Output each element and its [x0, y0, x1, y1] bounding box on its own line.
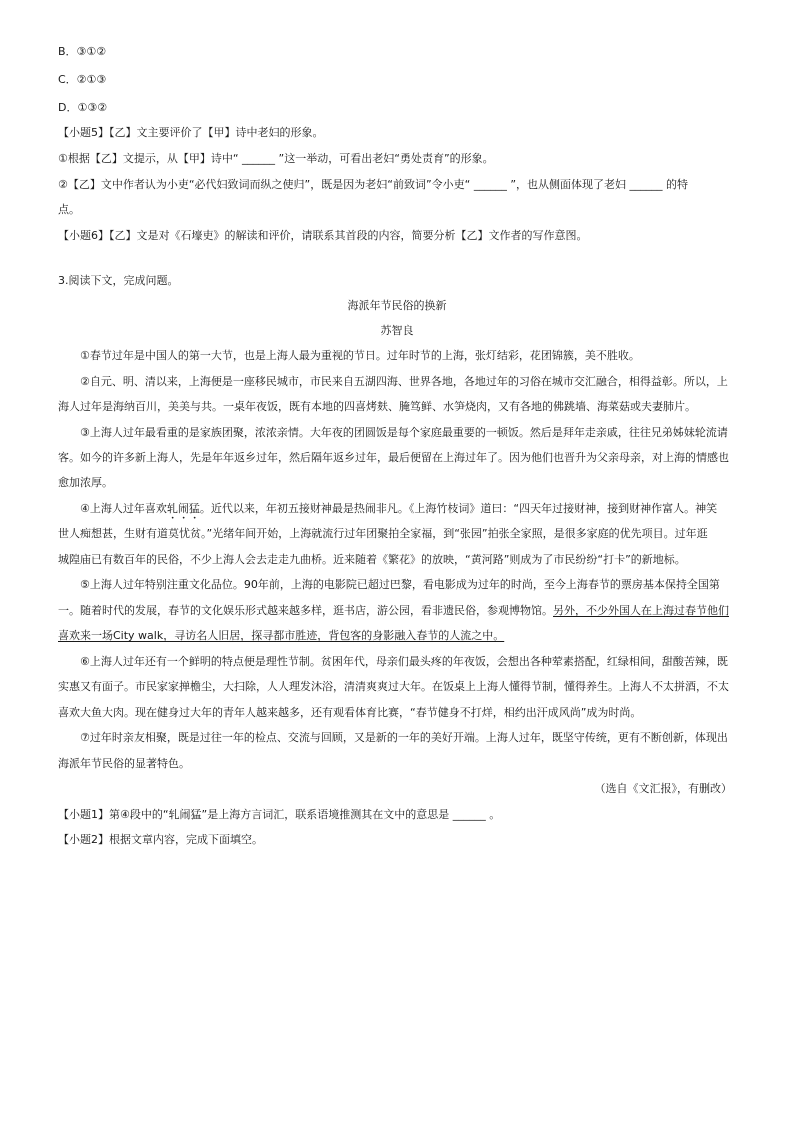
paragraph-3-line-3: 愈加浓厚。: [58, 476, 113, 489]
paragraph-3-line-2: 客。如今的许多新上海人，先是年年返乡过年，然后隔年返乡过年，最后便留在上海过年了。因为他们也晋升为父亲母亲，对上海的情感也: [58, 451, 729, 464]
paragraph-4-line-1: [80, 502, 717, 522]
sub-question-1: 【小题1】第④段中的“轧闹猛”是上海方言词汇，联系语境推测其在文中的意思是 ______ 。: [58, 808, 501, 821]
option-c: C．②①③: [58, 73, 107, 86]
paragraph-3-line-1: ③上海人过年最看重的是家族团聚，浓浓亲情。大年夜的团圆饭是每个家庭最重要的一顿饭。然后是拜年走亲戚，往往兄弟姊妹轮流请: [80, 426, 728, 439]
paragraph-7-line-2: 海派年节民俗的显著特色。: [58, 757, 190, 770]
paragraph-2-line-2: 海人过年是海纳百川，美美与共。一桌年夜饭，既有本地的四喜烤麸、腌笃鲜、水笋烧肉，又有各地的佛跳墙、海菜菇或夫妻肺片。: [58, 400, 696, 413]
question-5-item-2-line-2: 点。: [58, 203, 80, 216]
paragraph-4-text-b: 。近代以来，年初五接财神最是热闹非凡。《上海竹枝词》道曰：“四天年过接财神，接到财神作富人。神笑: [199, 502, 718, 515]
question-5-item-2-line-1: ②【乙】文中作者认为小吏“必代妇致词而纵之使归”，既是因为老妇“前致词”令小吏“ ______ ”，也从侧面体现了老妇 ______ 的特: [58, 178, 689, 191]
paragraph-2-line-1: ②自元、明、清以来，上海便是一座移民城市，市民来自五湖四海、世界各地，各地过年的习俗在城市交汇融合，相得益彰。所以，上: [80, 375, 728, 388]
paragraph-4-text-a: ④上海人过年喜欢: [80, 502, 167, 515]
question-5-item-1: ①根据【乙】文提示，从【甲】诗中“ ______ ”这一举动，可看出老妇“勇处责育”的形象。: [58, 152, 494, 165]
option-b: B．③①②: [58, 45, 107, 58]
question-5-stem: 【小题5】【乙】文主要评价了【甲】诗中老妇的形象。: [58, 126, 324, 139]
paragraph-5-line-3: [58, 629, 504, 643]
option-d: D．①③②: [58, 101, 108, 114]
article-author: 苏智良: [380, 324, 414, 337]
article-title: 海派年节民俗的换新: [347, 299, 447, 312]
section-3-intro: 3.阅读下文，完成问题。: [58, 274, 179, 287]
paragraph-5-text: 一。随着时代的发展，春节的文化娱乐形式越来越多样，逛书店，游公园，看非遗民俗，参观博物馆。: [58, 604, 553, 617]
underlined-sentence-part-2: 喜欢来一场City walk，寻访名人旧居，探寻都市胜迹，背包客的身影融入春节的人流之中。: [58, 629, 505, 642]
emphasized-term: 轧闹猛: [166, 502, 200, 515]
paragraph-6-line-1: ⑥上海人过年还有一个鲜明的特点便是理性节制。贫困年代，母亲们最头疼的年夜饭，会想出各种荤素搭配，红绿相间，甜酸苦辣，既: [80, 655, 728, 668]
paragraph-5-line-1: ⑤上海人过年特别注重文化品位。90年前，上海的电影院已超过巴黎，看电影成为过年的时尚，至今上海春节的票房基本保持全国第: [80, 578, 720, 591]
article-source: （选自《文汇报》，有删改）: [594, 782, 732, 795]
paragraph-6-line-2: 实惠又有面子。市民家家掸檐尘，大扫除，人人理发沐浴，清清爽爽过大年。在饭桌上上海人懂得节制，懂得养生。上海人不太拼酒，不太: [58, 680, 729, 693]
underlined-sentence-part-1: 另外，不少外国人在上海过春节他们: [553, 604, 729, 617]
paragraph-4-line-3: 城隍庙已有数百年的民俗，不少上海人会去走走九曲桥。近来随着《繁花》的放映，“黄河路”则成为了市民纷纷“打卡”的新地标。: [58, 553, 686, 566]
paragraph-6-line-3: 喜欢大鱼大肉。现在健身过大年的青年人越来越多，还有观看体育比赛，“春节健身不打烊，相约出汗成风尚”成为时尚。: [58, 706, 642, 719]
paragraph-1: ①春节过年是中国人的第一大节，也是上海人最为重视的节日。过年时节的上海，张灯结彩，花团锦簇，美不胜收。: [80, 349, 640, 362]
question-6: 【小题6】【乙】文是对《石壕吏》的解读和评价，请联系其首段的内容，简要分析【乙】文作者的写作意图。: [58, 229, 588, 242]
paragraph-7-line-1: ⑦过年时亲友相聚，既是过往一年的检点、交流与回顾，又是新的一年的美好开端。上海人过年，既坚守传统，更有不断创新，体现出: [80, 731, 728, 744]
sub-question-2: 【小题2】根据文章内容，完成下面填空。: [58, 833, 263, 846]
paragraph-5-line-2: [58, 604, 729, 618]
paragraph-4-line-2: 世人痴想甚，生财有道莫忧贫。”光绪年间开始，上海就流行过年团聚拍全家福，到“张园”拍张全家照，是很多家庭的优先项目。过年逛: [58, 527, 708, 540]
